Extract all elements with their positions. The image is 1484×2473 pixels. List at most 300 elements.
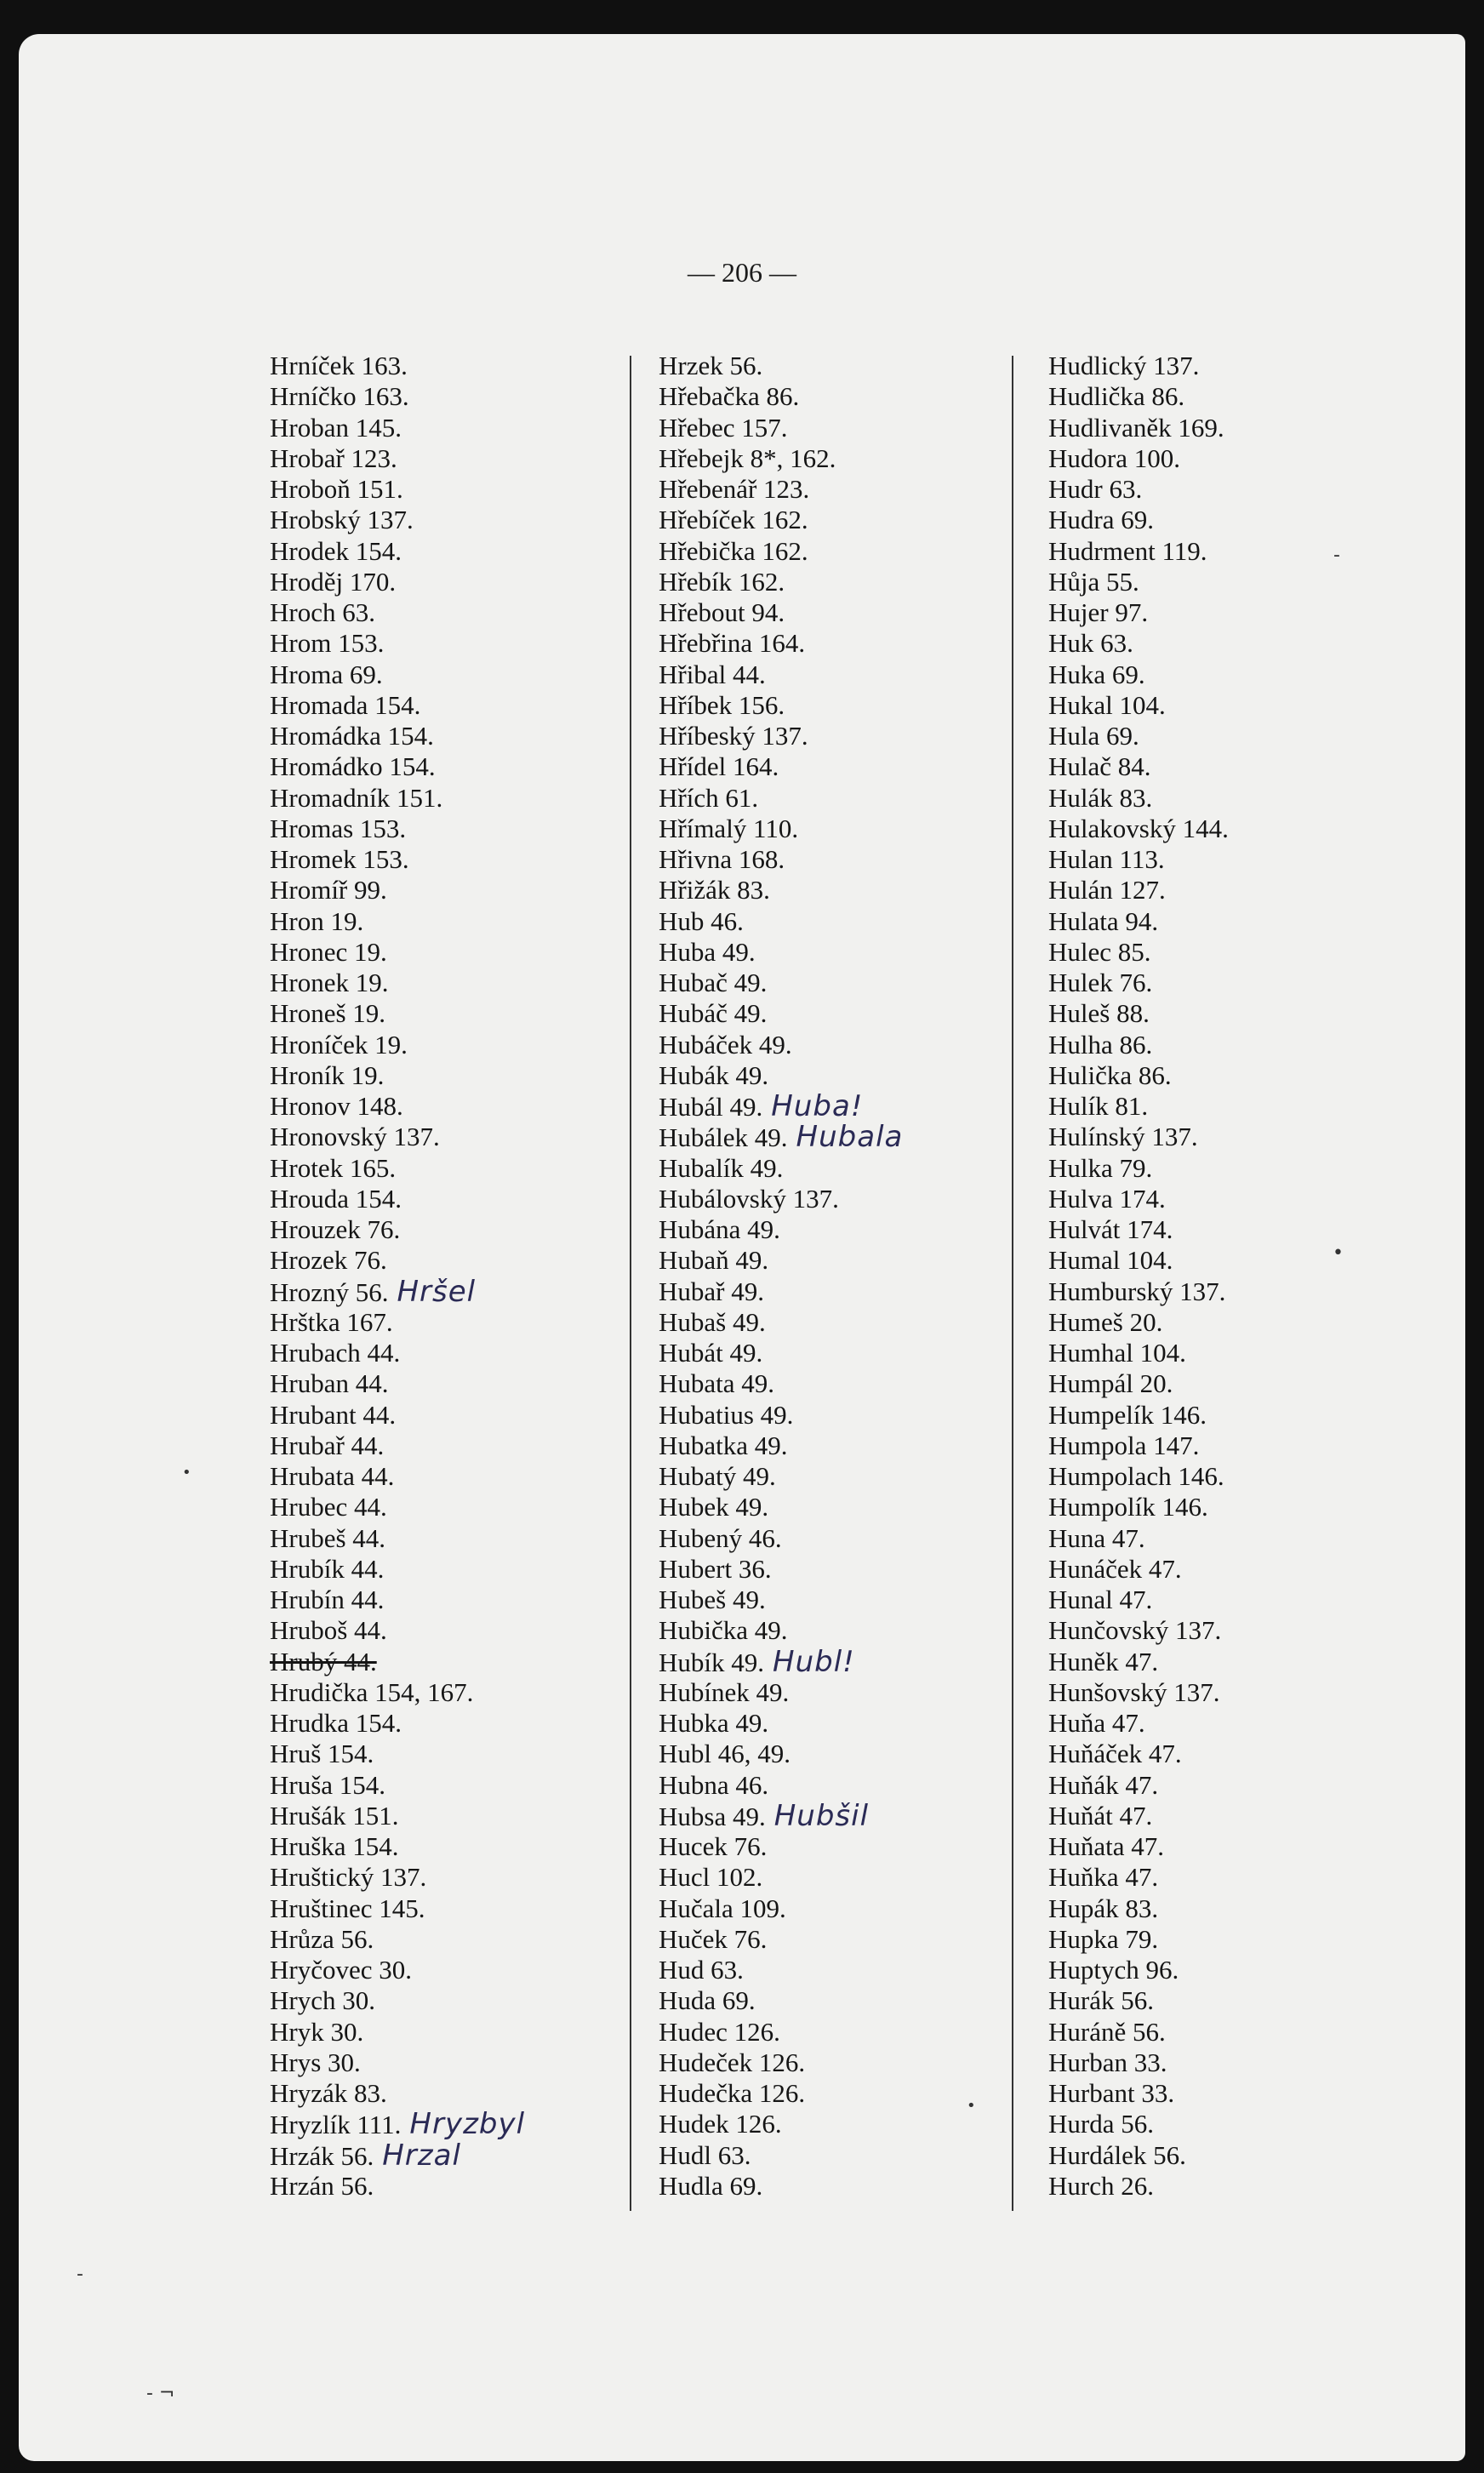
entry-text: Huleš 88. [1048,998,1150,1029]
entry-text: Hronov 148. [270,1091,403,1121]
entry-text: Hula 69. [1048,721,1139,751]
index-entry [659,1924,903,1955]
entry-text: Hroděj 170. [270,566,397,597]
index-entry [270,998,525,1029]
index-entry [270,1801,525,1831]
index-entry [659,1338,903,1368]
index-entry [270,1924,525,1955]
entry-text: Hubák 49. [659,1059,769,1090]
index-entry [659,1985,903,2016]
index-entry [270,1214,525,1245]
entry-text: Hukal 104. [1048,689,1166,720]
index-entry [1048,1431,1229,1461]
entry-text: Hudek 126. [659,2109,782,2139]
index-entry [270,1770,525,1801]
handwritten-note: Hubala [796,1120,904,1155]
index-entry [659,413,903,443]
entry-text: Hřebíček 162. [659,505,808,535]
entry-text: Hruban 44. [270,1368,389,1399]
index-entry [659,906,903,937]
entry-text: Humburský 137. [1048,1276,1226,1306]
index-entry [659,1368,903,1399]
entry-text: Hříbek 156. [659,689,785,720]
index-entry [270,381,525,412]
entry-text: Hubač 49. [659,968,768,997]
entry-text: Hroboň 151. [270,474,403,504]
index-entry [659,2078,903,2109]
entry-text: Huňa 47. [1048,1708,1145,1738]
index-entry [1048,1245,1229,1276]
entry-text: Hurch 26. [1048,2170,1154,2201]
index-entry [1048,783,1229,814]
margin-dash-mark: - [77,2264,83,2285]
entry-text: Hřebejk 8*, 162. [659,443,836,473]
entry-text: Hroma 69. [270,659,383,689]
index-entry [659,597,903,628]
entry-text: Hudečka 126. [659,2078,806,2108]
entry-text: Hryk 30. [270,2016,364,2047]
book-page [19,34,1465,2461]
index-entry [659,381,903,412]
entry-text: Hulík 81. [1048,1091,1149,1121]
index-entry [1048,1615,1229,1646]
index-entry [270,906,525,937]
entry-text: Huda 69. [659,1985,756,2016]
entry-text: Huráně 56. [1048,2016,1166,2047]
index-entry [270,751,525,782]
index-entry [659,690,903,721]
entry-text: Hurbant 33. [1048,2078,1175,2108]
entry-text: Hryzák 83. [270,2078,387,2108]
index-entry [1048,1030,1229,1060]
entry-text: Hulička 86. [1048,1059,1172,1090]
page-number: — 206 — [688,257,796,288]
index-entry [1048,1400,1229,1431]
index-entry [1048,751,1229,782]
entry-text: Hulínský 137. [1048,1122,1198,1152]
index-entry [270,968,525,998]
index-entry [270,474,525,505]
entry-text: Hurban 33. [1048,2047,1167,2077]
index-entry [659,1798,903,1833]
entry-text: Hrotek 165. [270,1152,397,1183]
index-entry [1048,567,1229,597]
index-entry [659,1153,903,1184]
entry-text: Hudeček 126. [659,2047,806,2077]
entry-text: Hruštický 137. [270,1862,427,1893]
entry-text: Hřích 61. [659,782,759,813]
index-entry [1048,536,1229,567]
entry-text: Hubál 49. [659,1092,763,1122]
index-entry [659,1245,903,1276]
index-entry [1048,351,1229,381]
index-entry [270,1862,525,1893]
index-entry [270,1647,525,1677]
index-entry [270,1307,525,1338]
entry-text: Hulha 86. [1048,1029,1153,1059]
entry-text: Hroban 145. [270,412,402,443]
entry-text: Huňata 47. [1048,1831,1165,1861]
index-entry [270,1060,525,1091]
index-entry [270,1554,525,1585]
index-entry [1048,1647,1229,1677]
index-entry [1048,2171,1229,2202]
index-entry [1048,474,1229,505]
entry-text: Hurák 56. [1048,1985,1154,2016]
index-entry [270,1831,525,1862]
index-entry [1048,1739,1229,1769]
entry-text: Hromas 153. [270,813,407,843]
index-entry [270,1184,525,1214]
index-entry [270,536,525,567]
entry-text: Hubička 49. [659,1615,788,1646]
entry-text: Hrubach 44. [270,1338,401,1368]
entry-text: Hubka 49. [659,1708,769,1738]
index-entry [1048,1338,1229,1368]
index-entry [659,1955,903,1985]
index-entry [1048,1985,1229,2016]
index-entry [659,1492,903,1522]
index-entry [270,1893,525,1924]
entry-text: Humpolík 146. [1048,1492,1208,1522]
index-entry [659,1307,903,1338]
index-entry [270,814,525,844]
index-entry [659,844,903,875]
index-entry [659,1523,903,1554]
entry-text: Hromadník 151. [270,782,443,813]
index-entry [1048,2078,1229,2109]
entry-text: Hrozný 56. [270,1276,389,1307]
index-entry [659,1739,903,1769]
handwritten-note: Hršel [397,1274,477,1309]
entry-text: Hucl 102. [659,1862,763,1893]
index-entry [1048,1862,1229,1893]
entry-text: Hulan 113. [1048,844,1165,874]
entry-text: Hrzek 56. [659,351,763,380]
index-entry [270,721,525,751]
index-entry [270,1368,525,1399]
index-entry [659,751,903,782]
entry-text: Hřebenář 123. [659,474,810,504]
index-entry [659,721,903,751]
index-entry [270,628,525,659]
index-entry [270,783,525,814]
entry-text: Hurda 56. [1048,2109,1154,2139]
entry-text: Hubeš 49. [659,1585,766,1614]
index-entry [659,1431,903,1461]
index-entry [1048,721,1229,751]
margin-dash-mark: - [1333,545,1340,566]
entry-text: Hrudka 154. [270,1708,402,1738]
entry-text: Hub 46. [659,905,744,936]
entry-text: Hulán 127. [1048,875,1166,905]
entry-text: Hrys 30. [270,2047,361,2077]
entry-text: Hřímalý 110. [659,813,799,843]
entry-text: Hrzák 56. [270,2140,374,2171]
entry-text: Huněk 47. [1048,1646,1159,1676]
entry-text: Hroník 19. [270,1059,385,1090]
index-entry [1048,1955,1229,1985]
entry-text: Hřídel 164. [659,751,779,782]
entry-text: Hubata 49. [659,1368,775,1399]
entry-text: Hudl 63. [659,2139,751,2170]
index-entry [270,1338,525,1368]
entry-text: Hudora 100. [1048,443,1180,473]
entry-text: Huňka 47. [1048,1862,1159,1893]
entry-text: Huňát 47. [1048,1800,1153,1830]
entry-text: Hromíř 99. [270,875,387,905]
entry-text: Huk 63. [1048,628,1133,659]
index-entry [659,2017,903,2048]
entry-text: Hunal 47. [1048,1585,1153,1614]
entry-text: Huba 49. [659,936,756,967]
index-entry [659,937,903,968]
entry-text: Hruboš 44. [270,1615,387,1646]
entry-text: Hryzlík 111. [270,2110,402,2140]
entry-text: Hruš 154. [270,1739,374,1769]
entry-text: Hřebík 162. [659,566,785,597]
entry-text: Hromada 154. [270,689,421,720]
entry-text: Hubený 46. [659,1522,782,1553]
index-entry [270,567,525,597]
entry-text: Hubl 46, 49. [659,1739,791,1769]
entry-text: Hřebec 157. [659,412,788,443]
entry-text: Hudra 69. [1048,505,1154,535]
entry-text: Hřebička 162. [659,535,808,566]
index-entry [659,567,903,597]
index-entry [270,2171,525,2202]
entry-text: Hrouda 154. [270,1183,402,1214]
index-entry [659,998,903,1029]
index-entry [270,1091,525,1122]
index-entry [270,690,525,721]
entry-text: Hubek 49. [659,1492,769,1522]
entry-text: Hudlický 137. [1048,351,1200,380]
entry-text: Hřivna 168. [659,844,785,874]
index-entry [659,443,903,474]
entry-text: Hudec 126. [659,2016,780,2047]
entry-text: Hroneš 19. [270,998,386,1029]
entry-text: Hrubec 44. [270,1492,387,1522]
index-entry [1048,2140,1229,2171]
index-entry [1048,381,1229,412]
entry-text: Hrobský 137. [270,505,414,535]
index-entry [270,1030,525,1060]
entry-text: Humeš 20. [1048,1306,1163,1337]
entry-text: Hrozek 76. [270,1245,387,1276]
entry-text: Hron 19. [270,905,364,936]
entry-text: Hromádka 154. [270,721,434,751]
index-entry [1048,413,1229,443]
index-entry [270,2017,525,2048]
index-entry [659,536,903,567]
entry-text: Hrouzek 76. [270,1214,401,1244]
index-entry [270,1400,525,1431]
entry-text: Huček 76. [659,1923,768,1954]
index-entry [270,1492,525,1522]
index-entry [1048,1091,1229,1122]
entry-text: Hulka 79. [1048,1152,1153,1183]
index-entry [659,1400,903,1431]
index-entry [659,875,903,905]
index-entry [270,1276,525,1307]
index-entry [659,1644,903,1679]
entry-text: Huňák 47. [1048,1769,1159,1800]
handwritten-note: Hryzbyl [409,2107,526,2142]
margin-dot-mark: • [967,2097,976,2115]
index-entry [1048,1585,1229,1615]
index-entry [659,1893,903,1924]
index-entry [1048,998,1229,1029]
index-entry [270,1985,525,2016]
entry-text: Hronec 19. [270,936,387,967]
entry-text: Hřebout 94. [659,597,785,627]
index-entry [1048,937,1229,968]
entry-text: Hupka 79. [1048,1923,1159,1954]
entry-text: Hubatka 49. [659,1430,788,1460]
index-entry [1048,906,1229,937]
entry-text: Hrníčko 163. [270,381,409,412]
index-entry [659,1770,903,1801]
entry-text: Hubík 49. [659,1647,764,1677]
index-entry [270,875,525,905]
entry-text: Humpál 20. [1048,1368,1173,1399]
entry-text: Hulva 174. [1048,1183,1166,1214]
entry-text: Hubálovský 137. [659,1183,839,1214]
entry-text: Hromádko 154. [270,751,436,782]
entry-text: Hud 63. [659,1955,744,1985]
index-entry [270,2078,525,2109]
entry-text: Hrubata 44. [270,1461,395,1491]
index-entry [1048,968,1229,998]
entry-text: Huna 47. [1048,1522,1145,1553]
entry-text: Hudlivaněk 169. [1048,412,1224,443]
index-entry [1048,1924,1229,1955]
index-entry [659,1030,903,1060]
index-entry [1048,443,1229,474]
index-entry [659,1554,903,1585]
margin-dot-mark: • [1333,1242,1344,1264]
entry-text: Hrubín 44. [270,1585,385,1614]
index-entry [270,505,525,535]
index-entry [1048,1801,1229,1831]
index-entry [659,1461,903,1492]
entry-text: Hubatius 49. [659,1399,794,1430]
handwritten-note: Huba! [771,1089,864,1123]
index-entry [659,2048,903,2078]
entry-text: Hrobař 123. [270,443,397,473]
entry-text: Hubař 49. [659,1276,764,1306]
entry-text: Hromek 153. [270,844,409,874]
entry-text: Hubána 49. [659,1214,780,1244]
index-entry [270,1615,525,1646]
index-column-1 [270,351,525,2202]
index-entry [1048,1153,1229,1184]
index-entry [659,1060,903,1091]
entry-text: Hubert 36. [659,1553,772,1584]
index-entry [659,1708,903,1739]
index-entry [659,1831,903,1862]
entry-text: Hrudička 154, 167. [270,1676,474,1707]
index-entry [1048,660,1229,690]
index-entry [659,505,903,535]
index-entry [659,1862,903,1893]
entry-text: Hřižák 83. [659,875,770,905]
index-entry [270,1955,525,1985]
entry-text: Humhal 104. [1048,1338,1186,1368]
entry-text: Huňáček 47. [1048,1739,1182,1769]
index-entry [1048,505,1229,535]
index-entry [270,844,525,875]
index-entry [1048,844,1229,875]
entry-text: Hunáček 47. [1048,1553,1182,1584]
index-entry [270,1461,525,1492]
index-entry [1048,1122,1229,1152]
entry-text: Hříbeský 137. [659,721,808,751]
index-entry [659,968,903,998]
index-entry [1048,1492,1229,1522]
index-entry [270,1585,525,1615]
entry-text: Huptych 96. [1048,1955,1179,1985]
entry-text: Hruška 154. [270,1831,399,1861]
index-entry [270,2107,526,2142]
entry-text: Hubalík 49. [659,1152,784,1183]
index-column-2 [659,351,903,2202]
entry-text: Humpola 147. [1048,1430,1200,1460]
entry-text: Hudla 69. [659,2170,763,2201]
entry-text: Hubaš 49. [659,1306,766,1337]
index-entry [270,1523,525,1554]
entry-text: Hůja 55. [1048,566,1139,597]
index-entry [270,2140,525,2171]
index-column-3 [1048,351,1229,2202]
index-entry [270,937,525,968]
entry-text: Hřebačka 86. [659,381,800,412]
index-entry [1048,1368,1229,1399]
entry-text: Humpelík 146. [1048,1399,1207,1430]
column-divider [630,356,631,2211]
index-entry [1048,1461,1229,1492]
index-entry [659,1615,903,1646]
index-entry [1048,1893,1229,1924]
entry-text: Hrubík 44. [270,1553,385,1584]
index-entry [270,660,525,690]
entry-text: Hruštinec 145. [270,1893,425,1923]
index-entry [1048,1831,1229,1862]
entry-text: Huka 69. [1048,659,1145,689]
index-entry [1048,1677,1229,1708]
index-entry [1048,875,1229,905]
entry-text: Hrubant 44. [270,1399,397,1430]
entry-text: Hubáček 49. [659,1029,792,1059]
entry-text: Hubáč 49. [659,998,768,1029]
entry-text: Hubatý 49. [659,1461,776,1491]
index-entry [1048,690,1229,721]
index-entry [270,1739,525,1769]
index-entry [270,1677,525,1708]
entry-text: Hulec 85. [1048,936,1151,967]
entry-text: Hrubař 44. [270,1430,385,1460]
entry-text: Hrníček 163. [270,351,408,380]
index-entry [1048,1276,1229,1307]
handwritten-note: Hubšil [773,1798,870,1833]
index-entry [659,1276,903,1307]
handwritten-note: Hrzal [382,2138,461,2173]
index-entry [659,2109,903,2139]
index-entry [659,628,903,659]
entry-text: Humal 104. [1048,1245,1173,1276]
index-entry [1048,2017,1229,2048]
